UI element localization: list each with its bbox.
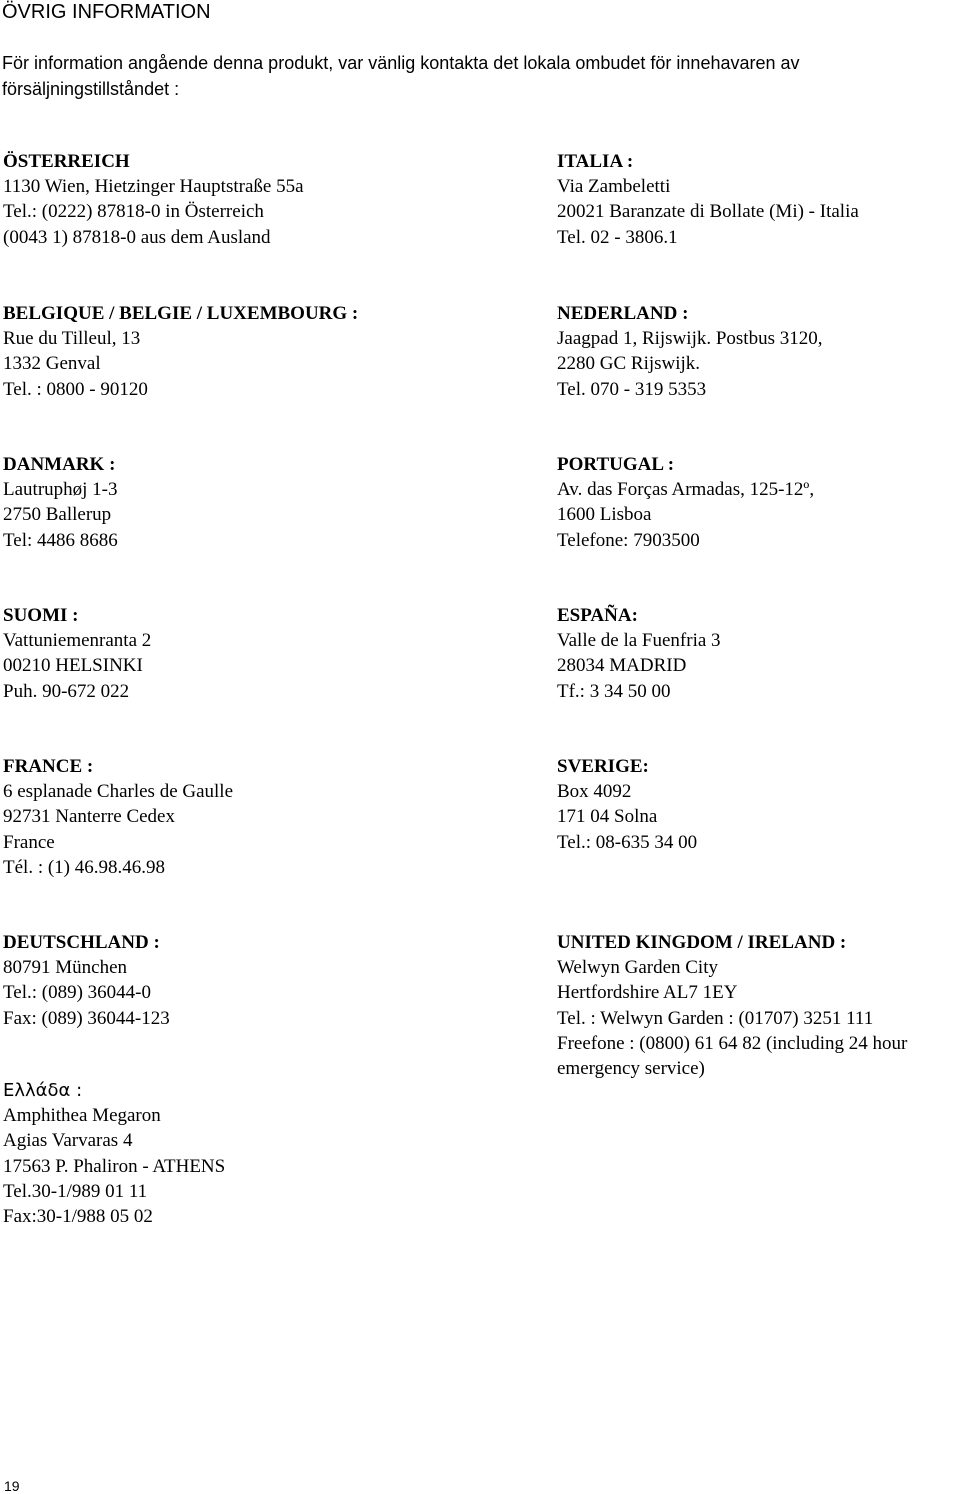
country-name: ITALIA :	[557, 151, 634, 172]
address-line: Av. das Forças Armadas, 125-12º,	[557, 479, 815, 501]
country-name: DEUTSCHLAND :	[3, 932, 160, 953]
address-finland	[3, 603, 151, 704]
address-line: Agias Varvaras 4	[3, 1130, 133, 1152]
address-line: 6 esplanade Charles de Gaulle	[3, 781, 234, 803]
address-line: 20021 Baranzate di Bollate (Mi) - Italia	[557, 201, 859, 223]
address-line: Tel. : Welwyn Garden : (01707) 3251 111	[557, 1007, 874, 1029]
address-line: Tél. : (1) 46.98.46.98	[3, 856, 166, 878]
address-germany	[3, 930, 170, 1031]
page-title: ÖVRIG INFORMATION	[2, 1, 211, 23]
address-line: Box 4092	[557, 781, 632, 803]
address-line: Valle de la Fuenfria 3	[557, 630, 721, 652]
country-name: UNITED KINGDOM / IRELAND :	[557, 932, 847, 953]
address-line: 2280 GC Rijswijk.	[557, 353, 701, 375]
country-name: Ελλάδα :	[3, 1080, 83, 1101]
address-line: 80791 München	[3, 957, 128, 979]
address-greece	[3, 1078, 225, 1229]
address-line: Tel. 02 - 3806.1	[557, 226, 678, 248]
address-france	[3, 754, 233, 880]
country-name: FRANCE :	[3, 756, 94, 777]
address-spain	[557, 603, 721, 704]
country-name: DANMARK :	[3, 454, 116, 475]
address-line: 17563 P. Phaliron - ATHENS	[3, 1155, 226, 1177]
country-name: ESPAÑA:	[557, 605, 638, 626]
address-line: Tel.: (089) 36044-0	[3, 982, 152, 1004]
address-netherlands	[557, 301, 822, 402]
address-line: Via Zambeletti	[557, 176, 671, 198]
address-line: Tel: 4486 8686	[3, 529, 118, 551]
address-line: France	[3, 831, 55, 853]
address-line: Freefone : (0800) 61 64 82 (including 24 hour emergency service)	[557, 1032, 908, 1080]
address-line: Lautruphøj 1-3	[3, 479, 118, 501]
address-line: 2750 Ballerup	[3, 504, 112, 526]
country-name: NEDERLAND :	[557, 303, 689, 324]
address-line: (0043 1) 87818-0 aus dem Ausland	[3, 226, 271, 248]
address-line: Jaagpad 1, Rijswijk. Postbus 3120,	[557, 328, 823, 350]
country-name: SVERIGE:	[557, 756, 649, 777]
address-italy	[557, 149, 859, 250]
address-belgium	[3, 301, 358, 402]
address-line: 00210 HELSINKI	[3, 655, 143, 677]
page-number: 19	[4, 1478, 20, 1494]
address-line: Tel. : 0800 - 90120	[3, 378, 148, 400]
address-line: 171 04 Solna	[557, 806, 658, 828]
address-line: Puh. 90-672 022	[3, 680, 130, 702]
country-name: SUOMI :	[3, 605, 79, 626]
address-line: Vattuniemenranta 2	[3, 630, 152, 652]
address-denmark	[3, 452, 118, 553]
address-line: Tf.: 3 34 50 00	[557, 680, 671, 702]
address-line: Tel. 070 - 319 5353	[557, 378, 707, 400]
address-line: Fax:30-1/988 05 02	[3, 1206, 153, 1228]
address-line: Rue du Tilleul, 13	[3, 328, 141, 350]
country-name: ÖSTERREICH	[3, 151, 130, 172]
address-line: 1130 Wien, Hietzinger Hauptstraße 55a	[3, 176, 304, 198]
address-line: Telefone: 7903500	[557, 529, 700, 551]
address-united-kingdom	[557, 930, 957, 1081]
address-line: Fax: (089) 36044-123	[3, 1007, 170, 1029]
country-name: PORTUGAL :	[557, 454, 675, 475]
address-line: Tel.30-1/989 01 11	[3, 1180, 148, 1202]
address-line: Tel.: 08-635 34 00	[557, 831, 698, 853]
address-line: Welwyn Garden City	[557, 957, 718, 979]
address-sweden	[557, 754, 697, 855]
address-line: Tel.: (0222) 87818-0 in Österreich	[3, 201, 264, 223]
address-austria	[3, 149, 304, 250]
address-line: Amphithea Megaron	[3, 1105, 161, 1127]
address-line: Hertfordshire AL7 1EY	[557, 982, 738, 1004]
intro-paragraph: För information angående denna produkt, var vänlig kontakta det lokala ombudet för innehavaren av försäljningstillståndet :	[2, 53, 800, 99]
country-name: BELGIQUE / BELGIE / LUXEMBOURG :	[3, 303, 359, 324]
address-line: 92731 Nanterre Cedex	[3, 806, 175, 828]
address-line: 28034 MADRID	[557, 655, 687, 677]
address-line: 1332 Genval	[3, 353, 101, 375]
address-line: 1600 Lisboa	[557, 504, 652, 526]
address-portugal	[557, 452, 814, 553]
